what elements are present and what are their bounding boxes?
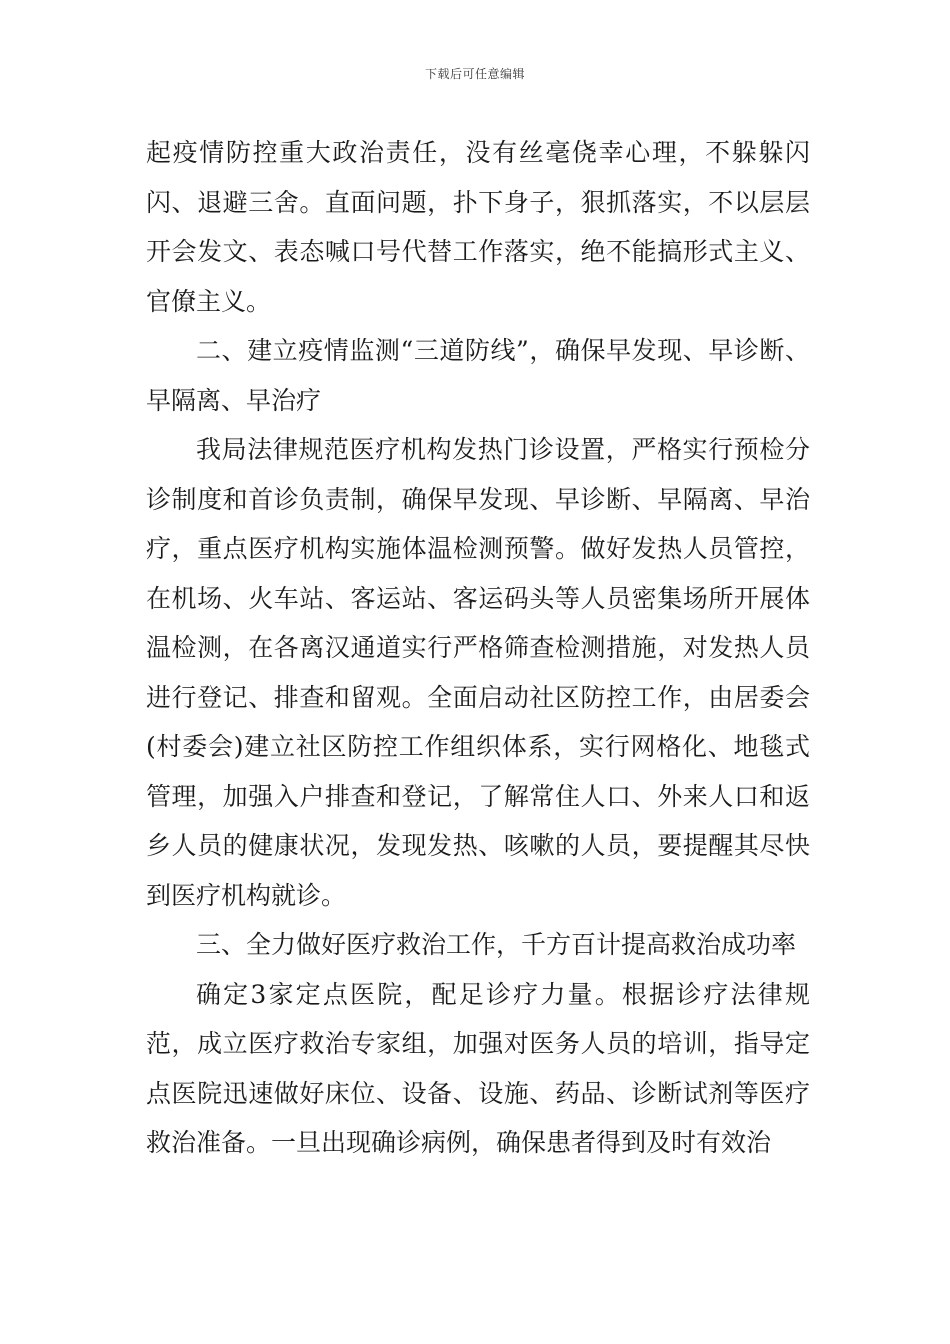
paragraph-continuation: 起疫情防控重大政治责任，没有丝毫侥幸心理，不躲躲闪闪、退避三舍。直面问题，扑下身子，狠抓落实，不以层层开会发文、表态喊口号代替工作落实，绝不能搞形式主义、官僚主义。 bbox=[146, 138, 810, 316]
page-header-note: 下载后可任意编辑 bbox=[424, 67, 525, 81]
paragraph-monitoring: 我局法律规范医疗机构发热门诊设置，严格实行预检分诊制度和首诊负责制，确保早发现、早诊断、早隔离、早治疗，重点医疗机构实施体温检测预警。做好发热人员管控，在机场、火车站、客运站、客运码头等人员密集场所开展体温检测，在各离汉通道实行严格筛查检测措施，对发热人员进行登记、排查和留观。全面启动社区防控工作，由居委会(村委会)建立社区防控工作组织体系，实行网格化、地毯式管理，加强入户排查和登记，了解常住人口、外来人口和返乡人员的健康状况，发现发热、咳嗽的人员，要提醒其尽快到医疗机构就诊。 bbox=[146, 435, 810, 910]
document-body bbox=[146, 128, 810, 1168]
paragraph-treatment: 确定3家定点医院，配足诊疗力量。根据诊疗法律规范，成立医疗救治专家组，加强对医务人员的培训，指导定点医院迅速做好床位、设备、设施、药品、诊断试剂等医疗救治准备。一旦出现确诊病例，确保患者得到及时有效治 bbox=[146, 979, 810, 1157]
section-heading-2: 二、建立疫情监测“三道防线”，确保早发现、早诊断、早隔离、早治疗 bbox=[146, 336, 810, 415]
section-heading-3: 三、全力做好医疗救治工作，千方百计提高救治成功率 bbox=[196, 930, 797, 959]
